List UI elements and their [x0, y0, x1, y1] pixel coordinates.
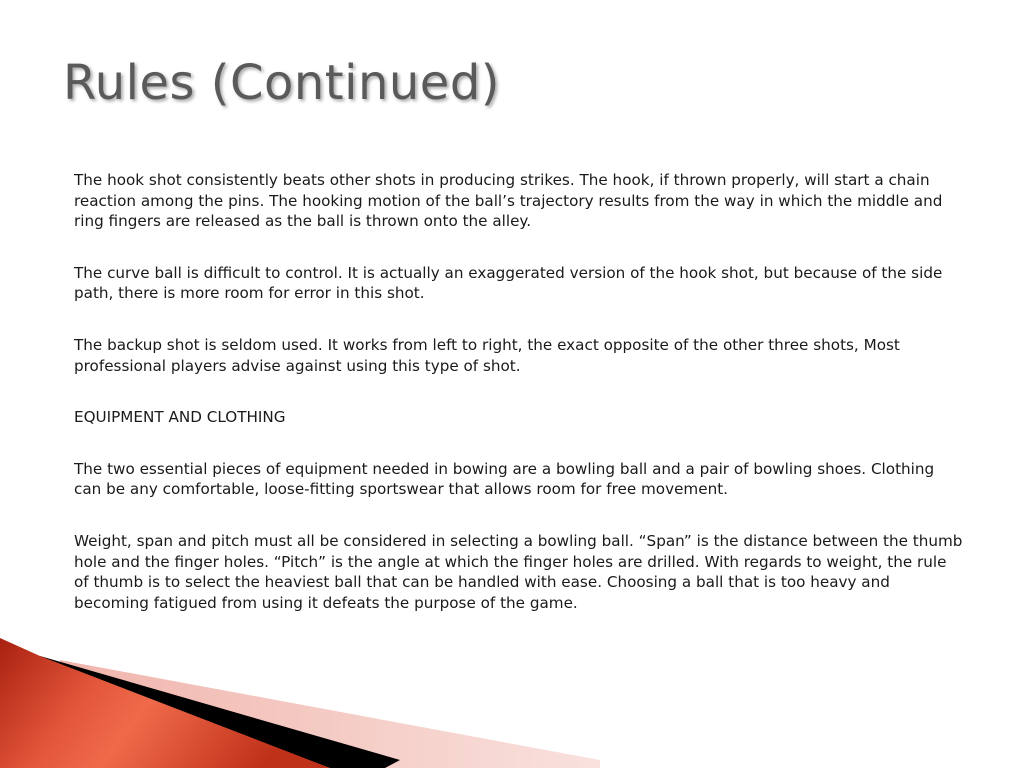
section-heading-equipment: EQUIPMENT AND CLOTHING	[74, 408, 286, 427]
decorative-footer-swoosh	[0, 638, 1024, 768]
paragraph-equipment: The two essential pieces of equipment needed in bowing are a bowling ball and a pair of bowling shoes. Clothing can be any comfortable, loose-fitting sportswear that allows room for free movement.	[74, 459, 935, 499]
paragraph-curve-ball: The curve ball is difficult to control. It is actually an exaggerated version of the hook shot, but because of the side path, there is more room for error in this shot.	[74, 263, 943, 303]
paragraph-backup-shot: The backup shot is seldom used. It works from left to right, the exact opposite of the other three shots, Most professional players advise against using this type of shot.	[74, 335, 900, 375]
slide-title: Rules (Continued)	[63, 55, 501, 111]
slide-body	[74, 170, 964, 644]
paragraph-hook-shot: The hook shot consistently beats other shots in producing strikes. The hook, if thrown properly, will start a chain reaction among the pins. The hooking motion of the ball’s trajectory results from the way in which the middle and ring fingers are released as the ball is thrown onto the alley.	[74, 171, 943, 231]
paragraph-ball-selection: Weight, span and pitch must all be considered in selecting a bowling ball. “Span” is the distance between the thumb hole and the finger holes. “Pitch” is the angle at which the finger holes are drilled. With regards to weight, the rule of thumb is to select the heaviest ball that can be handled with ease. Choosing a ball that is too heavy and becoming fatigued from using it defeats the purpose of the game.	[74, 531, 963, 612]
